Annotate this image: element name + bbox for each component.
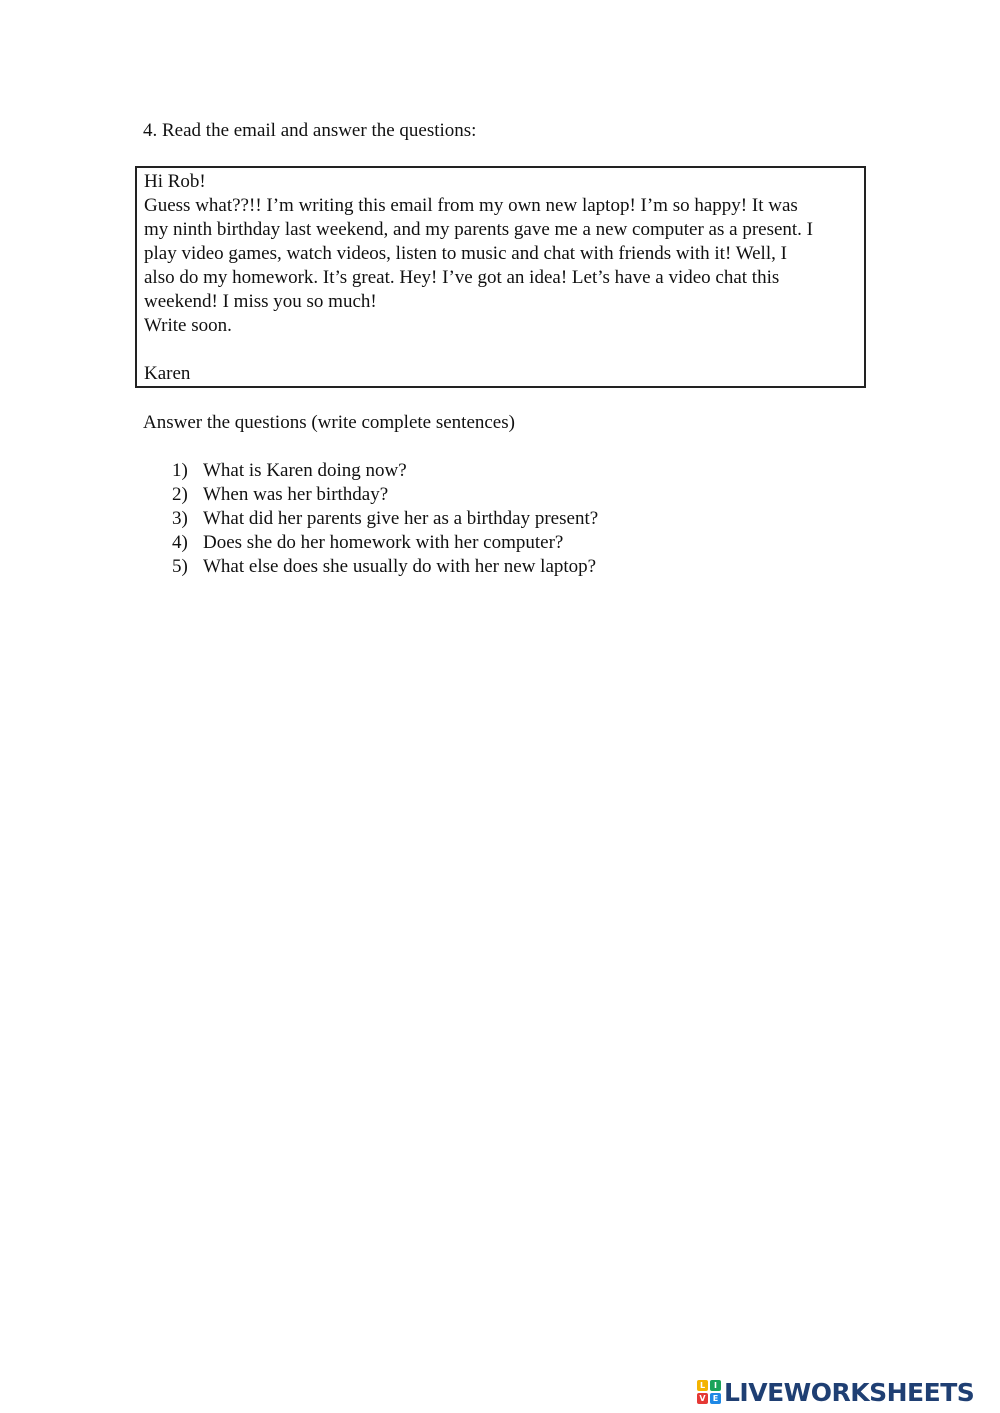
email-box <box>135 166 866 388</box>
question-item <box>172 459 598 483</box>
question-item <box>172 555 598 579</box>
email-blank-line <box>144 338 860 362</box>
question-number: 3) <box>172 508 188 529</box>
question-item <box>172 507 598 531</box>
email-signature: Karen <box>144 363 191 384</box>
question-item <box>172 483 598 507</box>
question-text: When was her birthday? <box>203 484 389 505</box>
logo-tile: I <box>710 1380 721 1391</box>
question-text: What else does she usually do with her new laptop? <box>203 556 597 577</box>
email-greeting: Hi Rob! <box>144 171 206 192</box>
logo-tile: E <box>710 1393 721 1404</box>
exercise-instruction: 4. Read the email and answer the questions: <box>143 120 477 141</box>
question-item <box>172 531 598 555</box>
email-body-line: also do my homework. It’s great. Hey! I’ve got an idea! Let’s have a video chat this <box>144 267 780 288</box>
question-text: What is Karen doing now? <box>203 460 407 481</box>
email-content <box>144 170 860 386</box>
liveworksheets-watermark[interactable] <box>697 1374 974 1410</box>
question-text: Does she do her homework with her computer? <box>203 532 564 553</box>
question-number: 1) <box>172 460 188 481</box>
questions-heading: Answer the questions (write complete sentences) <box>143 412 515 433</box>
logo-tile: V <box>697 1393 708 1404</box>
email-body-line: Guess what??!! I’m writing this email from my own new laptop! I’m so happy! It was <box>144 195 798 216</box>
question-number: 2) <box>172 484 188 505</box>
email-body-line: my ninth birthday last weekend, and my parents gave me a new computer as a present. I <box>144 219 814 240</box>
question-list <box>172 459 598 579</box>
watermark-text: LIVEWORKSHEETS <box>724 1377 975 1407</box>
question-text: What did her parents give her as a birthday present? <box>203 508 599 529</box>
email-body-line: play video games, watch videos, listen to music and chat with friends with it! Well, I <box>144 243 787 264</box>
question-number: 4) <box>172 532 188 553</box>
question-number: 5) <box>172 556 188 577</box>
logo-tile: L <box>697 1380 708 1391</box>
liveworksheets-logo-icon <box>697 1380 721 1404</box>
email-closing: Write soon. <box>144 315 232 336</box>
email-body-line: weekend! I miss you so much! <box>144 291 377 312</box>
